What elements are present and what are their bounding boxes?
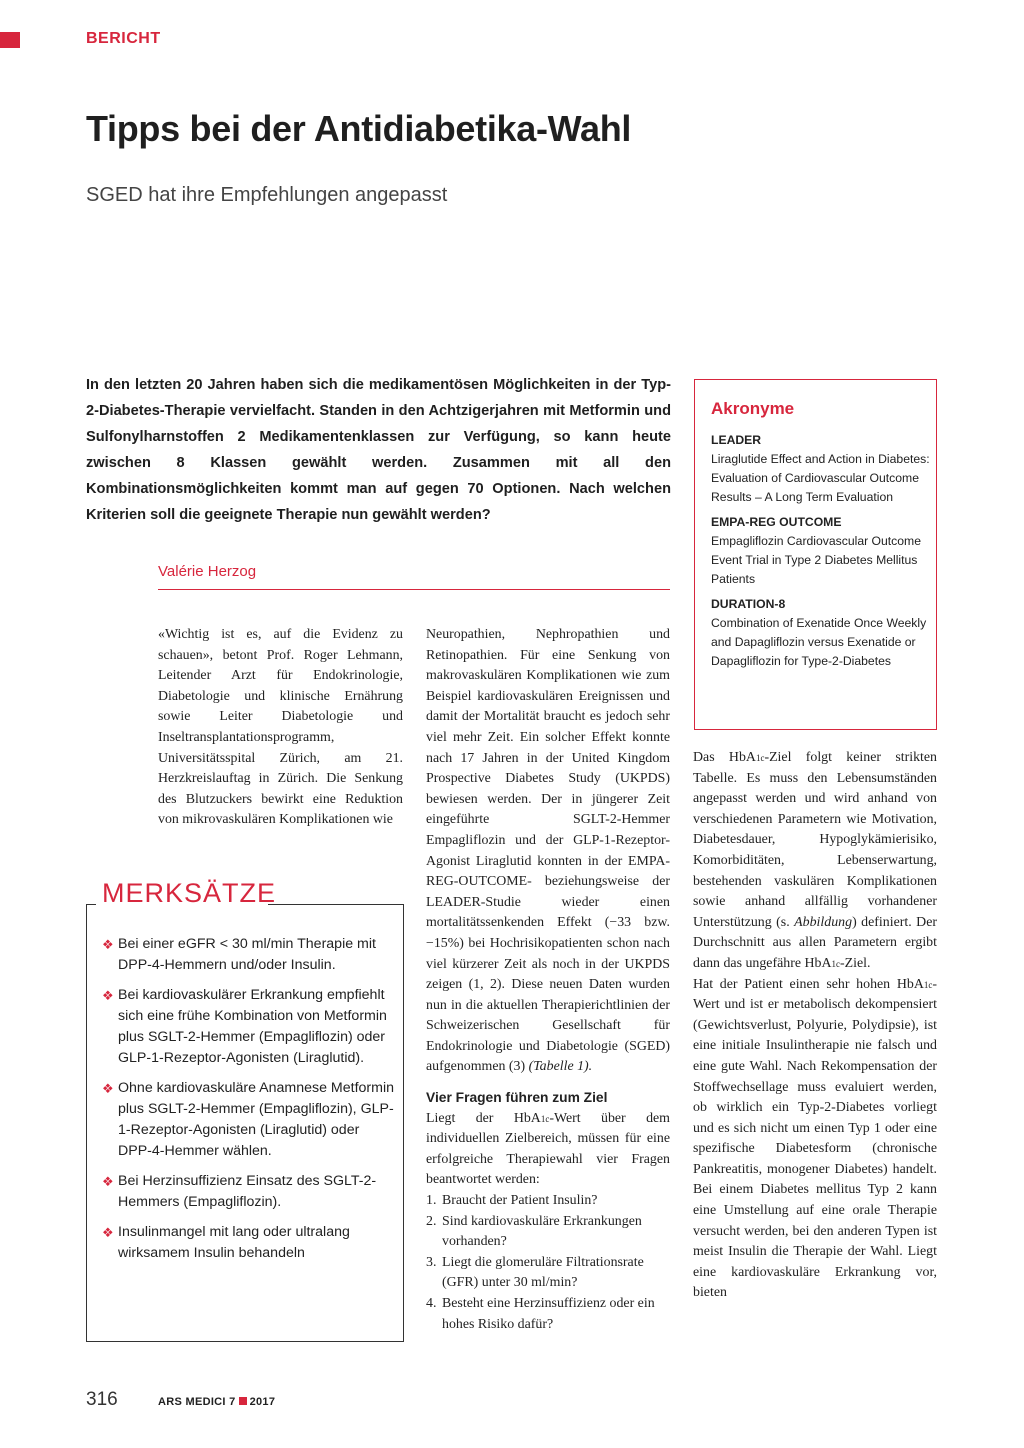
- acronyms-title: Akronyme: [711, 399, 795, 418]
- key-points-title: MERKSÄTZE: [102, 878, 277, 908]
- question-text: Braucht der Patient Insulin?: [442, 1193, 598, 1209]
- diamond-bullet-icon: ❖: [102, 1225, 114, 1240]
- body-paragraph: [693, 748, 937, 975]
- section-marker: [0, 32, 20, 48]
- body-text: Das HbA: [693, 750, 756, 765]
- key-point: [102, 1222, 397, 1264]
- key-points-border: [268, 904, 404, 905]
- acronym-full: Empagliflozin Cardiovascular Outcome Event Trial in Type 2 Diabetes Mellitus Patients: [711, 534, 921, 586]
- acronym-full: Liraglutide Effect and Action in Diabetes: Evaluation of Cardiovascular Outcome Results – A Long Term Evaluation: [711, 452, 930, 504]
- key-point-text: Bei einer eGFR < 30 ml/min Therapie mit DPP-4-Hemmern und/oder Insulin.: [118, 936, 376, 973]
- subscript: 1c: [831, 958, 840, 969]
- article-subtitle: SGED hat ihre Empfehlungen angepasst: [86, 184, 448, 206]
- journal-name: ARS MEDICI 7: [158, 1396, 236, 1408]
- question-number: 2.: [426, 1213, 437, 1229]
- body-paragraph: [426, 1109, 670, 1191]
- body-text: -Ziel folgt keiner strikten Tabelle. Es muss den Lebensumständen angepasst werden und wird anhand von verschiedenen Parametern wie Motivation, Diabetesdauer, Hypoglykämierisiko, Komorbiditäten, Lebenserwartung, bestehenden vaskulären Komplikationen sowie anhand allfällig vorhandener Unterstützung (s.: [693, 750, 937, 930]
- question-item: [426, 1212, 670, 1253]
- body-text: Hat der Patient einen sehr hohen HbA: [693, 976, 924, 992]
- key-point-text: Bei kardiovaskulärer Erkrankung empfiehlt sich eine frühe Kombination von Metformin plus SGLT-2-Hemmer (Empagliflozin) oder GLP-1-Rezeptor-Agonisten (Liraglutid).: [118, 987, 387, 1066]
- body-text: ) definiert. Der Durchschnitt aus allen Parametern ergibt dann das ungefähre HbA: [693, 914, 937, 971]
- question-item: [426, 1253, 670, 1294]
- question-list: [426, 1191, 670, 1335]
- question-number: 1.: [426, 1193, 437, 1209]
- key-points-list: [102, 934, 397, 1273]
- question-item: [426, 1191, 670, 1212]
- question-text: Besteht eine Herzinsuffizienz oder ein hohes Risiko dafür?: [442, 1296, 655, 1332]
- question-number: 3.: [426, 1254, 437, 1270]
- section-label: BERICHT: [86, 30, 161, 47]
- diamond-bullet-icon: ❖: [102, 988, 114, 1003]
- body-column-middle: [426, 625, 670, 1335]
- acronym-abbr: DURATION-8: [711, 597, 786, 611]
- body-text: -Ziel.: [839, 955, 871, 971]
- figure-reference: Abbildung: [794, 914, 853, 930]
- body-column-right: [693, 748, 937, 1304]
- subscript: 1c: [540, 1113, 550, 1124]
- key-points-border: [86, 904, 96, 905]
- acronym-entry: [711, 431, 933, 507]
- page-number: 316: [86, 1389, 118, 1410]
- diamond-bullet-icon: ❖: [102, 1174, 114, 1189]
- key-point: [102, 934, 397, 976]
- body-text: Liegt der HbA: [426, 1110, 541, 1126]
- author-divider: [158, 589, 670, 590]
- question-number: 4.: [426, 1296, 437, 1311]
- article-lead: In den letzten 20 Jahren haben sich die medikamentösen Möglichkeiten in der Typ-2-Diabetes-Therapie vervielfacht. Standen in den Achtzigerjahren mit Metformin und Sulfonylharnstoffen 2 Medikamentenklassen zur Verfügung, so kann heute zwischen 8 Klassen gewählt werden. Zusammen mit all den Kombinationsmöglichkeiten kommt man auf gegen 70 Optionen. Nach welchen Kriterien soll die geeignete Therapie nun gewählt werden?: [86, 377, 671, 523]
- question-item: [426, 1294, 670, 1335]
- acronym-entry: [711, 513, 933, 589]
- article-title: Tipps bei der Antidiabetika-Wahl: [86, 108, 632, 149]
- key-point-text: Insulinmangel mit lang oder ultralang wirksamem Insulin behandeln: [118, 1224, 350, 1261]
- acronym-abbr: LEADER: [711, 433, 762, 447]
- body-text: -Wert über dem individuellen Zielbereich, müssen für eine erfolgreiche Therapiewahl vier Fragen beantwortet werden:: [426, 1110, 670, 1188]
- key-point-text: Bei Herzinsuffizienz Einsatz des SGLT-2-Hemmers (Empagliflozin).: [118, 1173, 377, 1210]
- body-text: Neuropathien, Nephropathien und Retinopathien. Für eine Senkung von makrovaskulären Komplikationen wie zum Beispiel kardiovaskulären Ereignissen und damit der Mortalität braucht es jedoch sehr viel mehr Zeit. Ein solcher Effekt konnte nach 17 Jahren in der United Kingdom Prospective Diabetes Study (UKPDS) bewiesen werden. Der in jüngerer Zeit eingeführte SGLT-2-Hemmer Empagliflozin und der GLP-1-Rezeptor-Agonist Liraglutid konnten in der EMPA-REG-OUTCOME- beziehungsweise der LEADER-Studie wieder einen mortalitätssenkenden Effekt (−33 bzw. −15%) bei Hochrisikopatienten schon nach viel kürzerer Zeit als noch in der UKPDS zeigen (1, 2). Diese neuen Daten wurden nun in die aktuellen Therapierichtlinien der Schweizerischen Gesellschaft für Endokrinologie und Diabetologie (SGED) aufgenommen (3): [426, 627, 670, 1075]
- subscript: 1c: [755, 753, 765, 763]
- key-point: [102, 1171, 397, 1213]
- journal-info: [158, 1396, 275, 1408]
- acronym-full: Combination of Exenatide Once Weekly and Dapagliflozin versus Exenatide or Dapagliflozin for Type-2-Diabetes: [711, 616, 927, 668]
- body-paragraph: [158, 625, 403, 831]
- question-text: Sind kardiovaskuläre Erkrankungen vorhanden?: [442, 1213, 642, 1250]
- table-reference: (Tabelle 1).: [528, 1059, 593, 1075]
- author-name: Valérie Herzog: [158, 563, 257, 580]
- body-column-left: [158, 625, 403, 850]
- subscript: 1c: [923, 979, 933, 990]
- acronym-entry: [711, 595, 933, 671]
- question-text: Liegt die glomeruläre Filtrationsrate (GFR) unter 30 ml/min?: [442, 1254, 644, 1291]
- footer-square-icon: [239, 1397, 247, 1405]
- acronyms-box: [694, 379, 937, 730]
- section-heading: Vier Fragen führen zum Ziel: [426, 1090, 608, 1106]
- body-paragraph-continued: [426, 625, 670, 1078]
- acronym-abbr: EMPA-REG OUTCOME: [711, 515, 842, 529]
- key-point-text: Ohne kardiovaskuläre Anamnese Metformin plus SGLT-2-Hemmer (Empagliflozin), GLP-1-Rezeptor-Agonisten (Liraglutid) oder DPP-4-Hemmer wählen.: [118, 1080, 395, 1159]
- journal-year: 2017: [249, 1396, 276, 1408]
- body-text: -Wert und ist er metabolisch dekompensiert (Gewichtsverlust, Polyurie, Polydipsie), ist eine initiale Insulintherapie nie falsch und eine gute Wahl. Nach Rekompensation der Stoffwechsellage muss evaluiert werden, ob wirklich ein Typ-2-Diabetes vorliegt und es sich nicht um einen Typ 1 oder eine spezifische Diabetesform (chronische Pankreatitis, monogener Diabetes) handelt. Bei einem Diabetes mellitus Typ 2 kann eine Umstellung auf eine orale Therapie versucht werden, bei den anderen Typen ist meist Insulin die Therapie der Wahl. Liegt eine kardiovaskuläre Erkrankung vor, bieten: [693, 976, 937, 1301]
- key-point: [102, 985, 397, 1069]
- body-text: «Wichtig ist es, auf die Evidenz zu schauen», betont Prof. Roger Lehmann, Leitender Arzt für Endokrinologie, Diabetologie und klinische Ernährung sowie Leiter Diabetologie und Inseltransplantationsprogramm, Universitätsspital Zürich, am 21. Herzkreislauftag in Zürich. Die Senkung des Blutzuckers bewirkt eine Reduktion von mikrovaskulären Komplikationen wie: [158, 627, 403, 828]
- key-point: [102, 1078, 397, 1162]
- body-paragraph: [693, 975, 937, 1305]
- diamond-bullet-icon: ❖: [102, 937, 114, 952]
- acronyms-list: [711, 431, 933, 677]
- diamond-bullet-icon: ❖: [102, 1081, 114, 1096]
